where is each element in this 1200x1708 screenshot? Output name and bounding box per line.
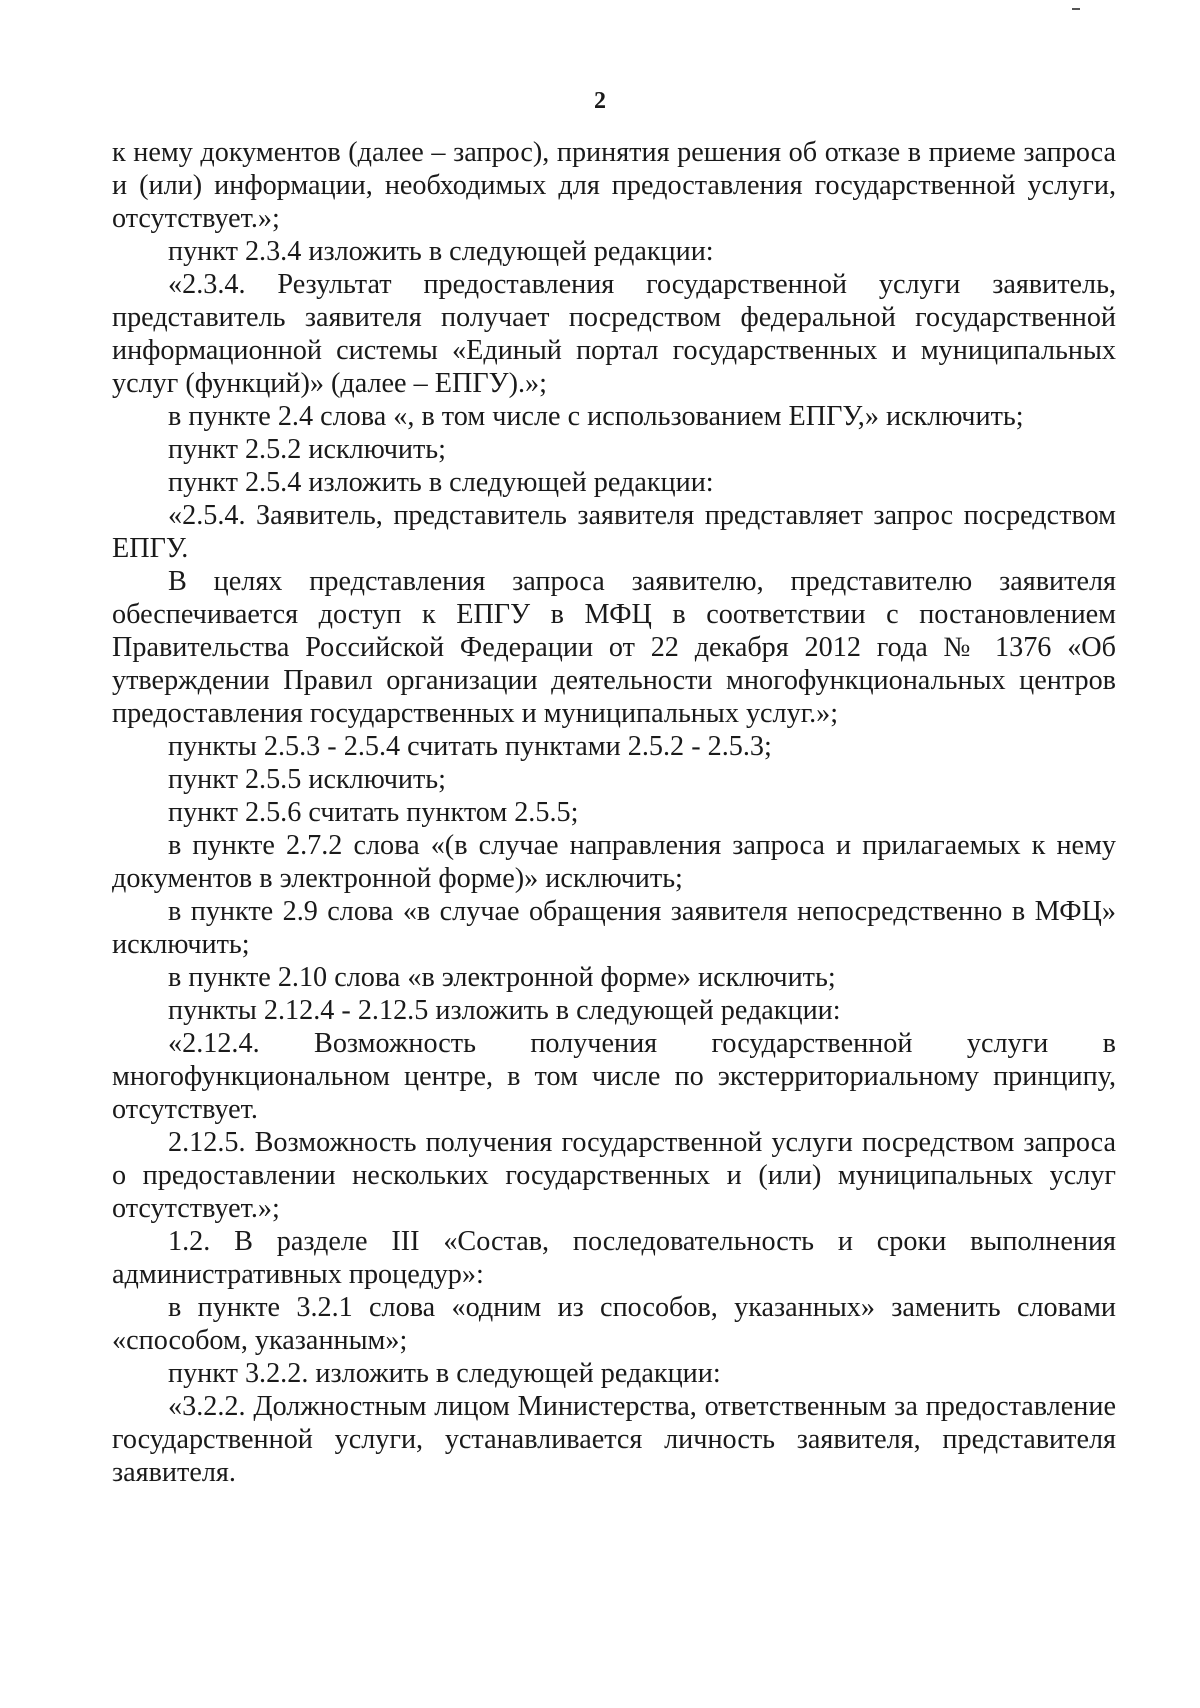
scan-mark (1072, 8, 1080, 10)
paragraph-12: в пункте 2.7.2 слова «(в случае направления запроса и прилагаемых к нему документов в электронной форме)» исключить; (112, 830, 1116, 894)
paragraph-6: пункт 2.5.4 изложить в следующей редакции: (168, 467, 714, 498)
paragraph-11: пункт 2.5.6 считать пунктом 2.5.5; (168, 797, 579, 828)
paragraph-16: «2.12.4. Возможность получения государственной услуги в многофункциональном центре, в том числе по экстерриториальному принципу, отсутствует. (112, 1028, 1116, 1125)
paragraph-18: 1.2. В разделе III «Состав, последовательность и сроки выполнения административных процедур»: (112, 1226, 1116, 1290)
document-body (112, 136, 1116, 1489)
paragraph-9: пункты 2.5.3 - 2.5.4 считать пунктами 2.5.2 - 2.5.3; (168, 731, 772, 762)
paragraph-14: в пункте 2.10 слова «в электронной форме» исключить; (168, 962, 836, 993)
paragraph-21: «3.2.2. Должностным лицом Министерства, ответственным за предоставление государственной услуги, устанавливается личность заявителя, представителя заявителя. (112, 1391, 1116, 1488)
paragraph-3: «2.3.4. Результат предоставления государственной услуги заявитель, представитель заявителя получает посредством федеральной государственной информационной системы «Единый портал государственных и муниципальных услуг (функций)» (далее – ЕПГУ).»; (112, 269, 1116, 399)
paragraph-2: пункт 2.3.4 изложить в следующей редакции: (168, 236, 714, 267)
paragraph-10: пункт 2.5.5 исключить; (168, 764, 446, 795)
page-number: 2 (594, 88, 606, 114)
paragraph-4: в пункте 2.4 слова «, в том числе с использованием ЕПГУ,» исключить; (168, 401, 1024, 432)
paragraph-15: пункты 2.12.4 - 2.12.5 изложить в следующей редакции: (168, 995, 841, 1026)
paragraph-20: пункт 3.2.2. изложить в следующей редакции: (168, 1358, 721, 1389)
paragraph-13: в пункте 2.9 слова «в случае обращения заявителя непосредственно в МФЦ» исключить; (112, 896, 1116, 960)
paragraph-19: в пункте 3.2.1 слова «одним из способов, указанных» заменить словами «способом, указанным»; (112, 1292, 1116, 1356)
paragraph-5: пункт 2.5.2 исключить; (168, 434, 446, 465)
paragraph-7: «2.5.4. Заявитель, представитель заявителя представляет запрос посредством ЕПГУ. (112, 500, 1116, 564)
paragraph-1: к нему документов (далее – запрос), принятия решения об отказе в приеме запроса и (или) информации, необходимых для предоставления государственной услуги, отсутствует.»; (112, 137, 1116, 234)
paragraph-17: 2.12.5. Возможность получения государственной услуги посредством запроса о предоставлении нескольких государственных и (или) муниципальных услуг отсутствует.»; (112, 1127, 1116, 1224)
paragraph-8: В целях представления запроса заявителю, представителю заявителя обеспечивается доступ к ЕПГУ в МФЦ в соответствии с постановлением Правительства Российской Федерации от 22 декабря 2012 года № 1376 «Об утверждении Правил организации деятельности многофункциональных центров предоставления государственных и муниципальных услуг.»; (112, 566, 1116, 729)
